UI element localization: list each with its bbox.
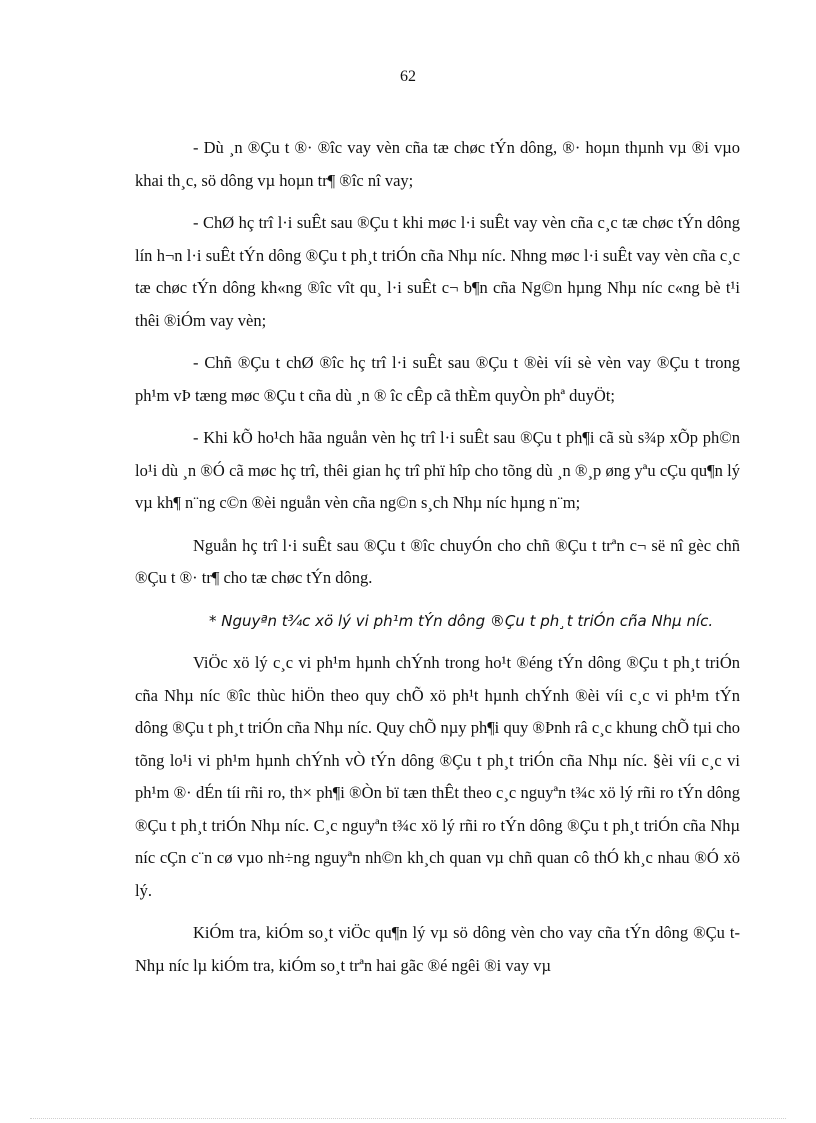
paragraph-1: - Dù ¸n ®Çu t ®· ®îc vay vèn cña tæ chøc tÝn dông, ®· hoµn thµnh vµ ®i vµo khai th¸c, sö dông vµ hoµn tr¶ ®îc nî vay; — [135, 138, 740, 190]
paragraph-6: ViÖc xö lý c¸c vi ph¹m hµnh chÝnh trong ho¹t ®éng tÝn dông ®Çu t ph¸t triÓn cña Nhµ níc ®îc thùc hiÖn theo quy chÕ xö ph¹t hµnh chÝnh ®èi víi c¸c vi ph¹m tÝn dông ®Çu t ph¸t triÓn cña Nhµ níc. Quy chÕ nµy ph¶i quy ®Þnh râ c¸c khung chÕ tµi cho tõng lo¹i vi ph¹m hµnh chÝnh vÒ tÝn dông ®Çu t ph¸t triÓn cña Nhµ níc. §èi víi c¸c vi ph¹m ®· dÉn tíi rñi ro, th× ph¶i ®Òn bï tæn thÊt theo c¸c nguyªn t¾c xö lý rñi ro tÝn dông ®Çu t ph¸t triÓn Nhµ níc. C¸c nguyªn t¾c xö lý rñi ro tÝn dông ®Çu t ph¸t triÓn cña Nhµ níc cÇn c¨n cø vµo nh÷ng nguyªn nh©n kh¸ch quan vµ chñ quan cô thÓ kh¸c nhau ®Ó xö lý. — [135, 653, 740, 900]
section-heading: * Nguyªn t¾c xö lý vi ph¹m tÝn dông ®Çu t ph¸t triÓn cña Nhµ níc. — [209, 611, 714, 630]
paragraph-2: - ChØ hç trî l·i suÊt sau ®Çu t khi møc l·i suÊt vay vèn cña c¸c tæ chøc tÝn dông lín h¬n l·i suÊt tÝn dông ®Çu t ph¸t triÓn cña Nhµ níc. Nhng møc l·i suÊt vay vèn cña c¸c tæ chøc tÝn dông kh«ng ®îc vît qu¸ l·i suÊt c¬ b¶n cña Ng©n hµng Nhµ níc c«ng bè t¹i thêi ®iÓm vay vèn; — [135, 213, 740, 330]
document-body — [135, 132, 740, 992]
paragraph-5: Nguån hç trî l·i suÊt sau ®Çu t ®îc chuyÓn cho chñ ®Çu t trªn c¬ së nî gèc chñ ®Çu t ®· tr¶ cho tæ chøc tÝn dông. — [135, 535, 740, 587]
paragraph-3: - Chñ ®Çu t chØ ®îc hç trî l·i suÊt sau ®Çu t ®èi víi sè vèn vay ®Çu t trong ph¹m vÞ tæng møc ®Çu t cña dù ¸n ® îc cÊp cã thÈm quyÒn phª duyÖt; — [135, 353, 740, 405]
page-number: 62 — [400, 68, 416, 85]
page-bottom-rule — [30, 1118, 786, 1119]
paragraph-4: - Khi kÕ ho¹ch hãa nguån vèn hç trî l·i suÊt sau ®Çu t ph¶i cã sù s¾p xÕp ph©n lo¹i dù ¸n ®Ó cã møc hç trî, thêi gian hç trî phï hîp cho tõng dù ¸n ®¸p øng yªu cÇu qu¶n lý vµ kh¶ n¨ng c©n ®èi nguån vèn cña ng©n s¸ch Nhµ níc hµng n¨m; — [135, 428, 740, 512]
paragraph-7: KiÓm tra, kiÓm so¸t viÖc qu¶n lý vµ sö dông vèn cho vay cña tÝn dông ®Çu t Nhµ níc lµ kiÓm tra, kiÓm so¸t trªn hai gãc ®é ngêi ®i vay vµ — [135, 923, 740, 975]
